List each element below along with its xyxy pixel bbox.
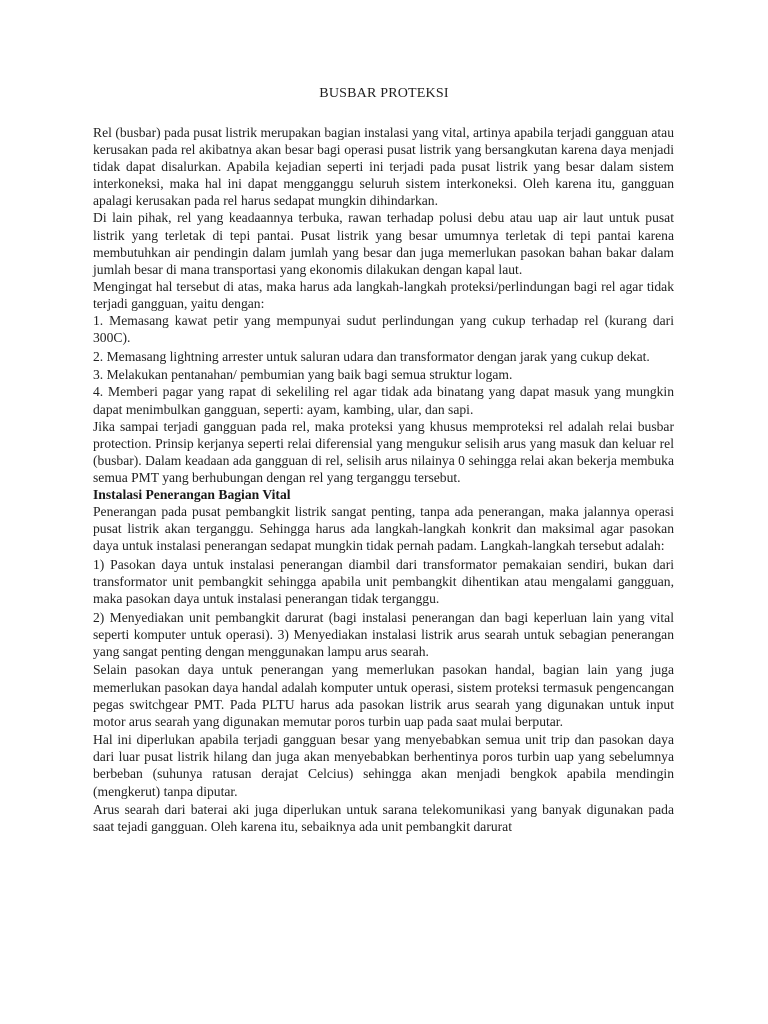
- paragraph: Jika sampai terjadi gangguan pada rel, maka proteksi yang khusus memproteksi rel adalah relai busbar protection. Prinsip kerjanya seperti relai diferensial yang mengukur selisih arus yang masuk dan keluar rel (busbar). Dalam keadaan ada gangguan di rel, selisih arus nilainya 0 sehingga relai akan bekerja membuka semua PMT yang berhubungan dengan rel yang terganggu tersebut.: [93, 418, 674, 485]
- section-heading: Instalasi Penerangan Bagian Vital: [93, 486, 291, 502]
- list-item: 1) Pasokan daya untuk instalasi penerangan diambil dari transformator pemakaian sendiri, bukan dari transformator unit pembangkit sehingga apabila unit pembangkit dihentikan atau mengalami gangguan, maka pasokan daya untuk instalasi penerangan tidak terganggu.: [93, 556, 674, 607]
- paragraph: Mengingat hal tersebut di atas, maka harus ada langkah-langkah proteksi/perlindungan bagi rel agar tidak terjadi gangguan, yaitu dengan:: [93, 278, 674, 311]
- page-title: BUSBAR PROTEKSI: [319, 86, 449, 101]
- paragraph: Di lain pihak, rel yang keadaannya terbuka, rawan terhadap polusi debu atau uap air laut untuk pusat listrik yang terletak di tepi pantai. Pusat listrik yang besar umumnya terletak di tepi pantai karena membutuhkan air pendingin dalam jumlah yang besar dan juga memerlukan pasokan bahan bakar dalam jumlah besar di mana transportasi yang ekonomis dilakukan dengan kapal laut.: [93, 210, 674, 277]
- list-item: 1. Memasang kawat petir yang mempunyai sudut perlindungan yang cukup terhadap rel (kurang dari 300C).: [93, 313, 674, 346]
- paragraph: Penerangan pada pusat pembangkit listrik sangat penting, tanpa ada penerangan, maka jalannya operasi pusat listrik akan terganggu. Sehingga harus ada langkah-langkah konkrit dan maksimal agar pasokan daya untuk instalasi penerangan sedapat mungkin tidak pernah padam. Langkah-langkah tersebut adalah:: [93, 504, 674, 554]
- list-item: 3. Melakukan pentanahan/ pembumian yang baik bagi semua struktur logam.: [93, 367, 513, 383]
- paragraph: Arus searah dari baterai aki juga diperlukan untuk sarana telekomunikasi yang banyak digunakan pada saat tejadi gangguan. Oleh karena itu, sebaiknya ada unit pembangkit darurat: [93, 802, 674, 835]
- document-body: [93, 124, 674, 835]
- paragraph: Hal ini diperlukan apabila terjadi gangguan besar yang menyebabkan semua unit trip dan pasokan daya dari luar pusat listrik hilang dan juga akan menyebabkan berhentinya poros turbin uap yang sebelumnya berbeban (suhunya ratusan derajat Celcius) sehingga akan menjadi bengkok apabila mendingin (mengkerut) tanpa diputar.: [93, 732, 674, 799]
- paragraph: Selain pasokan daya untuk penerangan yang memerlukan pasokan handal, bagian lain yang juga memerlukan pasokan daya handal adalah komputer untuk operasi, sistem proteksi termasuk pengencangan pegas switchgear PMT. Pada PLTU harus ada pasokan listrik arus searah yang digunakan untuk input motor arus searah yang digunakan memutar poros turbin uap pada saat mulai berputar.: [93, 662, 674, 729]
- list-item: 4. Memberi pagar yang rapat di sekeliling rel agar tidak ada binatang yang dapat masuk yang mungkin dapat menimbulkan gangguan, seperti: ayam, kambing, ular, dan sapi.: [93, 384, 674, 417]
- paragraph: Rel (busbar) pada pusat listrik merupakan bagian instalasi yang vital, artinya apabila terjadi gangguan atau kerusakan pada rel akibatnya akan besar bagi operasi pusat listrik yang bersangkutan karena daya menjadi tidak dapat disalurkan. Apabila kejadian seperti ini terjadi pada pusat listrik yang besar dalam sistem interkoneksi, maka hal ini dapat mengganggu seluruh sistem interkoneksi. Oleh karena itu, gangguan apalagi kerusakan pada rel harus sedapat mungkin dihindarkan.: [93, 125, 674, 209]
- list-item: 2. Memasang lightning arrester untuk saluran udara dan transformator dengan jarak yang cukup dekat.: [93, 348, 650, 364]
- list-item: 2) Menyediakan unit pembangkit darurat (bagi instalasi penerangan dan bagi keperluan lain yang vital seperti komputer untuk operasi). 3) Menyediakan instalasi listrik arus searah untuk sebagian penerangan yang sangat penting dengan menggunakan lampu arus searah.: [93, 609, 674, 659]
